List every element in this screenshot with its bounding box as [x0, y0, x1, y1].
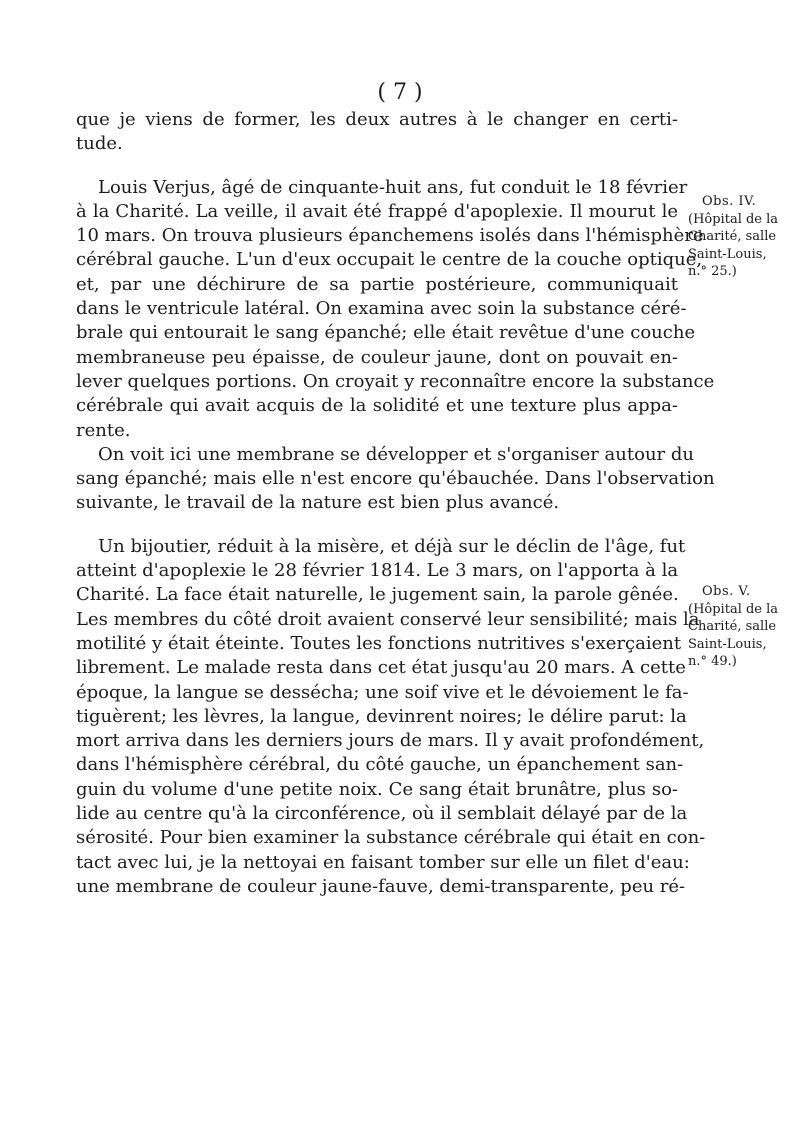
text-line: tact avec lui, je la nettoyai en faisant tomber sur elle un filet d'eau:: [76, 851, 690, 873]
text-line: Charité. La face était naturelle, le jugement sain, la parole gênée.: [76, 584, 679, 606]
text-line: guin du volume d'une petite noix. Ce sang était brunâtre, plus so-: [76, 778, 678, 800]
margin-note-line: Charité, salle: [688, 229, 777, 244]
text-line: une membrane de couleur jaune-fauve, demi-transparente, peu ré-: [76, 875, 686, 897]
text-line: époque, la langue se dessécha; une soif vive et le dévoiement le fa-: [76, 681, 689, 703]
text-line: motilité y était éteinte. Toutes les fonctions nutritives s'exerçaient: [76, 632, 682, 654]
text-line: membraneuse peu épaisse, de couleur jaune, dont on pouvait en-: [76, 346, 678, 368]
margin-note-obs-iv: [688, 193, 792, 281]
paragraph-4: [76, 535, 706, 899]
text-line: que je viens de former, les deux autres à le changer en certi-: [76, 109, 678, 130]
text-line: tiguèrent; les lèvres, la langue, devinrent noires; le délire parut: la: [76, 705, 687, 727]
margin-note-line: (Hôpital de la: [688, 211, 779, 227]
margin-note-line: (Hôpital de la: [688, 601, 779, 617]
text-line: lever quelques portions. On croyait y reconnaître encore la substance: [76, 370, 715, 392]
text-line: sérosité. Pour bien examiner la substance cérébrale qui était en con-: [76, 827, 706, 849]
text-line: brale qui entourait le sang épanché; elle était revêtue d'une couche: [76, 322, 696, 344]
text-line: cérébral gauche. L'un d'eux occupait le centre de la couche optique,: [76, 249, 703, 271]
margin-note-line: n.° 49.): [688, 654, 737, 669]
paragraph-3: [76, 443, 715, 516]
text-line: cérébrale qui avait acquis de la solidité et une texture plus appa-: [76, 395, 678, 417]
margin-note-obs-v: [688, 583, 792, 671]
text-line: lide au centre qu'à la circonférence, où il semblait délayé par de la: [76, 803, 688, 825]
text-line: dans le ventricule latéral. On examina avec soin la substance céré-: [76, 298, 687, 320]
text-line: rente.: [76, 419, 131, 441]
text-line: mort arriva dans les derniers jours de mars. Il y avait profondément,: [76, 730, 705, 752]
page-number: ( 7 ): [377, 80, 423, 105]
text-line: Les membres du côté droit avaient conservé leur sensibilité; mais la: [76, 608, 700, 630]
margin-note-line: Saint-Louis,: [688, 636, 767, 652]
margin-note-line: Saint-Louis,: [688, 246, 767, 262]
margin-note-heading: Obs. V.: [702, 584, 751, 599]
text-line: atteint d'apoplexie le 28 février 1814. Le 3 mars, on l'apporta à la: [76, 560, 679, 582]
text-line: tude.: [76, 133, 123, 155]
paragraph-1: [76, 108, 678, 157]
margin-note-line: n.° 25.): [688, 264, 737, 279]
text-line: Un bijoutier, réduit à la misère, et déjà sur le déclin de l'âge, fut: [98, 535, 686, 557]
text-line: suivante, le travail de la nature est bien plus avancé.: [76, 492, 560, 514]
text-line: à la Charité. La veille, il avait été frappé d'apoplexie. Il mourut le: [76, 200, 678, 222]
text-line: On voit ici une membrane se développer et s'organiser autour du: [98, 443, 694, 465]
text-line: et, par une déchirure de sa partie postérieure, communiquait: [76, 273, 678, 295]
margin-note-heading: Obs. IV.: [702, 194, 757, 209]
text-line: sang épanché; mais elle n'est encore qu'ébauchée. Dans l'observation: [76, 468, 715, 490]
text-line: dans l'hémisphère cérébral, du côté gauche, un épanchement san-: [76, 754, 684, 776]
margin-note-line: Charité, salle: [688, 619, 777, 634]
text-line: librement. Le malade resta dans cet état jusqu'au 20 mars. A cette: [76, 657, 686, 679]
text-line: 10 mars. On trouva plusieurs épanchemens isolés dans l'hémisphère: [76, 225, 704, 247]
text-line: Louis Verjus, âgé de cinquante-huit ans, fut conduit le 18 février: [98, 176, 688, 198]
